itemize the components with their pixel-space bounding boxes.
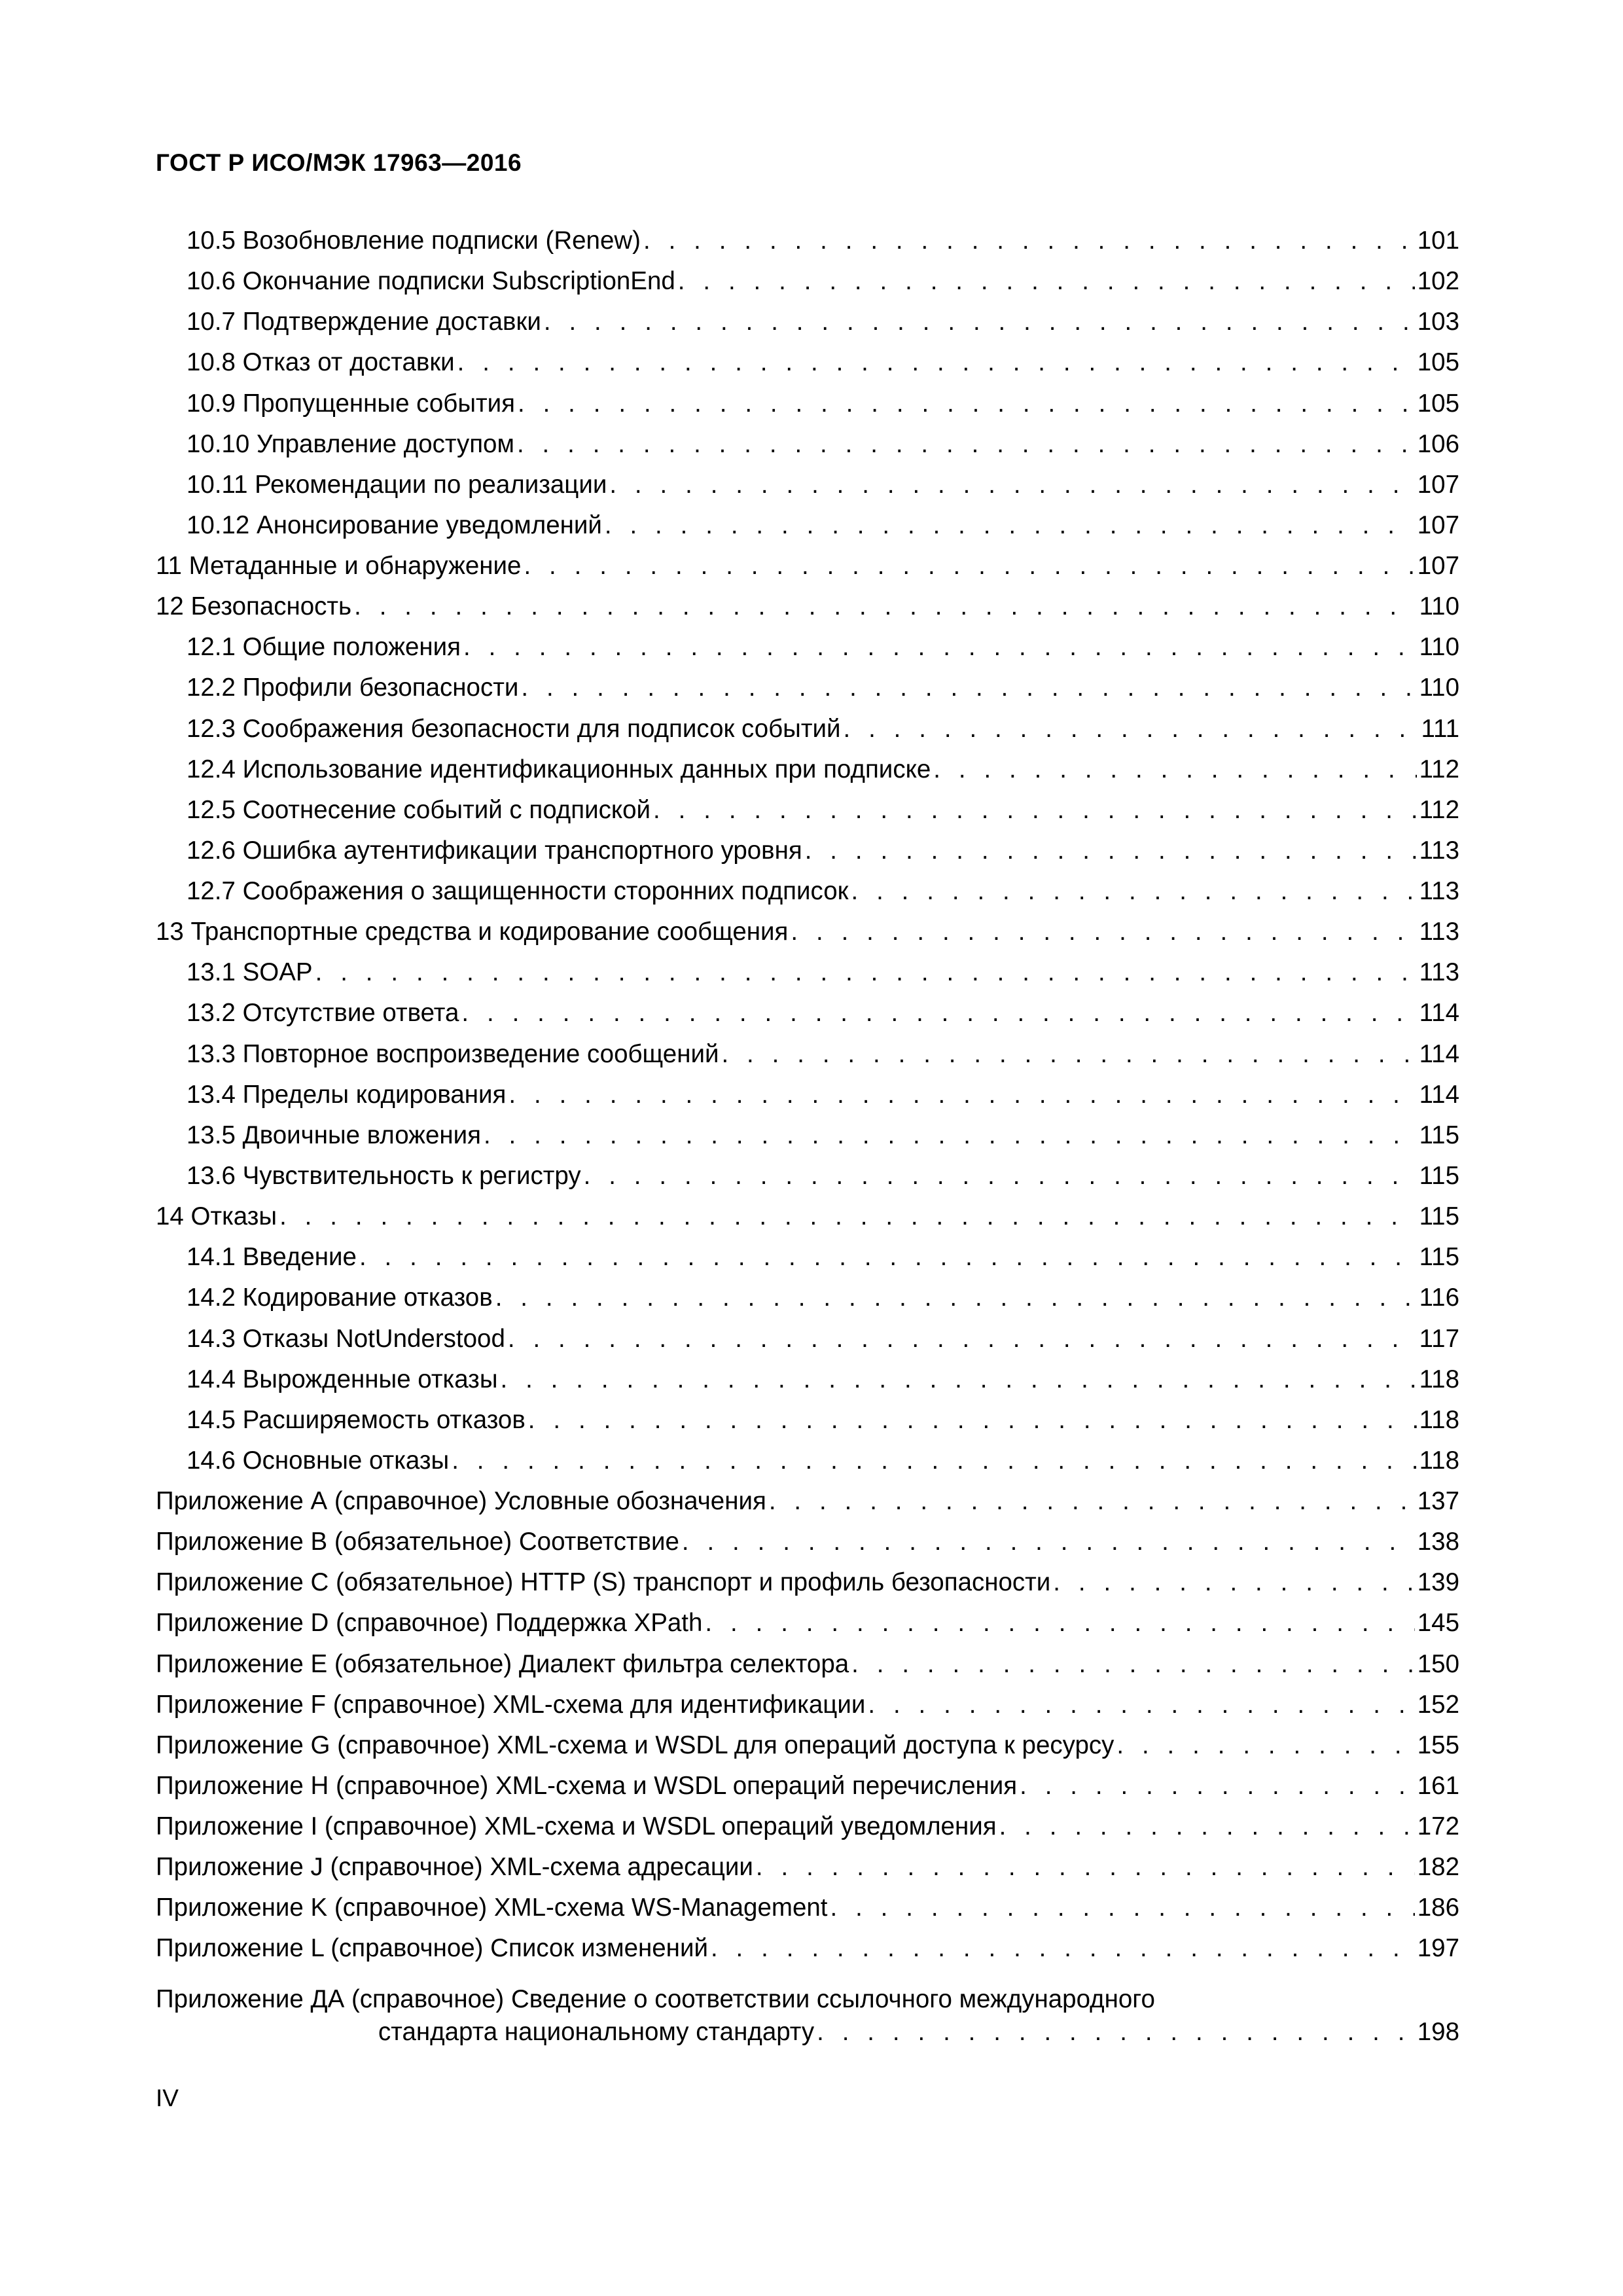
toc-entry[interactable] bbox=[156, 1526, 1459, 1567]
toc-leader-dots bbox=[354, 591, 1417, 622]
toc-entry-page: 107 bbox=[1417, 470, 1459, 499]
toc-entry-title: 14.2 Кодирование отказов bbox=[187, 1283, 493, 1312]
toc-leader-dots bbox=[643, 225, 1415, 257]
toc-leader-dots bbox=[528, 1405, 1417, 1436]
toc-entry-title: 10.9 Пропущенные события bbox=[187, 389, 515, 418]
toc-entry-title: 12.5 Соотнесение событий с подпиской bbox=[187, 795, 651, 824]
toc-entry-page: 115 bbox=[1419, 1121, 1459, 1149]
toc-entry-page: 118 bbox=[1419, 1446, 1459, 1475]
toc-entry[interactable] bbox=[187, 876, 1459, 916]
toc-entry[interactable] bbox=[187, 510, 1459, 550]
toc-leader-dots bbox=[769, 1486, 1415, 1517]
toc-entry-page: 118 bbox=[1419, 1405, 1459, 1434]
toc-entry-page: 110 bbox=[1419, 592, 1459, 621]
toc-entry-title: Приложение Е (обязательное) Диалект фильтра селектора bbox=[156, 1649, 849, 1678]
toc-entry-page: 113 bbox=[1419, 877, 1459, 906]
toc-entry-page: 114 bbox=[1419, 1080, 1459, 1109]
toc-entry-page: 115 bbox=[1419, 1202, 1459, 1231]
toc-entry[interactable] bbox=[156, 1689, 1459, 1730]
toc-leader-dots bbox=[508, 1323, 1417, 1355]
toc-entry-title: 12 Безопасность bbox=[156, 592, 352, 621]
toc-entry[interactable] bbox=[187, 713, 1459, 754]
toc-entry-title: 12.2 Профили безопасности bbox=[187, 673, 519, 702]
toc-entry-page: 161 bbox=[1417, 1771, 1459, 1800]
toc-leader-dots bbox=[868, 1689, 1414, 1721]
toc-entry-page: 111 bbox=[1421, 714, 1459, 743]
toc-entry-title: 12.7 Соображения о защищенности сторонних подписок bbox=[187, 877, 849, 906]
toc-entry-title: 13.6 Чувствительность к регистру bbox=[187, 1161, 581, 1190]
toc-entry-page: 113 bbox=[1419, 836, 1459, 865]
toc-entry-page: 105 bbox=[1417, 389, 1459, 418]
toc-leader-dots bbox=[805, 835, 1417, 867]
toc-entry-page: 112 bbox=[1419, 795, 1459, 824]
toc-leader-dots bbox=[653, 795, 1417, 826]
document-header: ГОСТ Р ИСО/МЭК 17963—2016 bbox=[156, 149, 522, 176]
toc-leader-dots bbox=[508, 1079, 1416, 1111]
toc-leader-dots bbox=[1116, 1730, 1414, 1761]
toc-leader-dots bbox=[756, 1852, 1415, 1883]
toc-entry-title: 13.2 Отсутствие ответа bbox=[187, 999, 459, 1028]
toc-entry-page: 137 bbox=[1417, 1487, 1459, 1516]
toc-entry-title: Приложение J (справочное) XML-схема адресации bbox=[156, 1853, 753, 1882]
toc-entry[interactable] bbox=[187, 795, 1459, 835]
toc-leader-dots bbox=[1053, 1567, 1414, 1598]
toc-entry-page: 182 bbox=[1417, 1853, 1459, 1882]
toc-entry[interactable] bbox=[187, 1039, 1459, 1079]
toc-leader-dots bbox=[521, 672, 1416, 704]
toc-entry-page: 101 bbox=[1417, 226, 1459, 255]
toc-entry[interactable] bbox=[187, 1282, 1459, 1323]
toc-entry-page: 116 bbox=[1419, 1283, 1459, 1312]
toc-leader-dots bbox=[484, 1120, 1417, 1151]
toc-leader-dots bbox=[584, 1160, 1417, 1192]
toc-entry-title: 12.1 Общие положения bbox=[187, 633, 461, 662]
toc-entry[interactable] bbox=[187, 1242, 1459, 1282]
page-number: IV bbox=[156, 2085, 179, 2111]
toc-leader-dots bbox=[721, 1039, 1416, 1070]
toc-entry-page: 186 bbox=[1417, 1893, 1459, 1922]
toc-entry-page: 115 bbox=[1419, 1243, 1459, 1272]
toc-entry-title: 14.6 Основные отказы bbox=[187, 1446, 450, 1475]
toc-entry-page: 113 bbox=[1419, 958, 1459, 987]
toc-entry-title: 11 Метаданные и обнаружение bbox=[156, 552, 522, 581]
toc-entry-title: 12.3 Соображения безопасности для подписок событий bbox=[187, 714, 841, 743]
toc-entry-title: 10.5 Возобновление подписки (Renew) bbox=[187, 226, 641, 255]
toc-entry[interactable] bbox=[187, 957, 1459, 997]
toc-entry[interactable] bbox=[187, 672, 1459, 713]
toc-entry[interactable] bbox=[187, 1079, 1459, 1120]
toc-entry-page: 138 bbox=[1417, 1528, 1459, 1556]
toc-leader-dots bbox=[452, 1445, 1416, 1477]
toc-entry-title: 14.5 Расширяемость отказов bbox=[187, 1405, 526, 1434]
toc-leader-dots bbox=[315, 957, 1417, 988]
toc-entry-title: 13.1 SOAP bbox=[187, 958, 313, 987]
toc-entry[interactable] bbox=[156, 1607, 1459, 1648]
toc-entry[interactable] bbox=[187, 225, 1459, 266]
toc-leader-dots bbox=[830, 1892, 1414, 1924]
toc-entry-title: Приложение Н (справочное) XML-схема и WSDL операций перечисления bbox=[156, 1771, 1018, 1800]
toc-entry[interactable] bbox=[156, 1730, 1459, 1770]
toc-entry-title: Приложение С (обязательное) HTTP (S) транспорт и профиль безопасности bbox=[156, 1568, 1051, 1597]
toc-entry-page: 106 bbox=[1417, 429, 1459, 458]
toc-entry[interactable] bbox=[187, 306, 1459, 347]
toc-entry-page: 110 bbox=[1419, 673, 1459, 702]
toc-entry-page: 152 bbox=[1417, 1690, 1459, 1719]
toc-leader-dots bbox=[705, 1607, 1414, 1639]
toc-leader-dots bbox=[851, 876, 1416, 907]
toc-entry-title: Приложение L (справочное) Список изменений bbox=[156, 1934, 708, 1963]
toc-entry-title: Приложение В (обязательное) Соответствие bbox=[156, 1528, 679, 1556]
toc-entry[interactable] bbox=[156, 591, 1459, 632]
toc-entry-title: Приложение D (справочное) Поддержка XPath bbox=[156, 1609, 703, 1638]
toc-leader-dots bbox=[359, 1242, 1417, 1273]
toc-entry-page: 105 bbox=[1417, 348, 1459, 377]
toc-entry-title: 13.4 Пределы кодирования bbox=[187, 1080, 507, 1109]
toc-leader-dots bbox=[501, 1364, 1417, 1395]
toc-entry-title: 10.12 Анонсирование уведомлений bbox=[187, 511, 602, 539]
toc-entry-page: 139 bbox=[1417, 1568, 1459, 1597]
toc-leader-dots bbox=[518, 388, 1415, 420]
toc-entry[interactable] bbox=[187, 347, 1459, 387]
toc-entry-page: 107 bbox=[1417, 552, 1459, 581]
toc-entry-page: 197 bbox=[1417, 1934, 1459, 1963]
toc-entry[interactable] bbox=[156, 1567, 1459, 1607]
toc-entry-appendix-da[interactable] bbox=[378, 2017, 1459, 2057]
toc-entry-title: Приложение K (справочное) XML-схема WS-Management bbox=[156, 1893, 828, 1922]
toc-entry-page: 102 bbox=[1417, 267, 1459, 296]
toc-entry-page: 114 bbox=[1419, 1039, 1459, 1068]
toc-entry[interactable] bbox=[187, 754, 1459, 795]
toc-entry-title: 10.10 Управление доступом bbox=[187, 429, 514, 458]
toc-entry[interactable] bbox=[156, 1649, 1459, 1689]
toc-entry-title: 13 Транспортные средства и кодирование сообщения bbox=[156, 918, 789, 946]
toc-leader-dots bbox=[851, 1649, 1415, 1680]
toc-entry-title: 13.3 Повторное воспроизведение сообщений bbox=[187, 1039, 719, 1068]
toc-entry-title: 14.3 Отказы NotUnderstood bbox=[187, 1324, 505, 1353]
toc-entry[interactable] bbox=[156, 1811, 1459, 1852]
toc-entry-page: 110 bbox=[1419, 633, 1459, 662]
toc-leader-dots bbox=[457, 347, 1415, 378]
toc-entry[interactable] bbox=[187, 1405, 1459, 1445]
toc-leader-dots bbox=[933, 754, 1416, 785]
toc-leader-dots bbox=[711, 1933, 1415, 1964]
toc-entry-title: 14.1 Введение bbox=[187, 1243, 357, 1272]
toc-entry-page: 117 bbox=[1419, 1324, 1459, 1353]
toc-entry-page: 118 bbox=[1419, 1365, 1459, 1393]
toc-entry-title: 10.7 Подтверждение доставки bbox=[187, 308, 541, 336]
toc-entry-title: 12.6 Ошибка аутентификации транспортного уровня bbox=[187, 836, 802, 865]
toc-entry[interactable] bbox=[187, 835, 1459, 876]
toc-entry-title: 12.4 Использование идентификационных данных при подписке bbox=[187, 755, 931, 783]
toc-entry-title: 14 Отказы bbox=[156, 1202, 277, 1231]
toc-entry[interactable] bbox=[156, 1770, 1459, 1811]
toc-entry[interactable] bbox=[187, 388, 1459, 429]
toc-entry[interactable] bbox=[156, 916, 1459, 957]
toc-entry[interactable] bbox=[187, 997, 1459, 1038]
toc-entry-title: 13.5 Двоичные вложения bbox=[187, 1121, 481, 1149]
toc-entry[interactable] bbox=[156, 1933, 1459, 1973]
toc-entry[interactable] bbox=[156, 1852, 1459, 1892]
toc-entry-page: 113 bbox=[1419, 918, 1459, 946]
toc-entry-page: 107 bbox=[1417, 511, 1459, 539]
toc-leader-dots bbox=[605, 510, 1415, 541]
toc-entry-page: 150 bbox=[1417, 1649, 1459, 1678]
toc-entry[interactable] bbox=[187, 1445, 1459, 1486]
toc-leader-dots bbox=[844, 713, 1419, 745]
toc-entry-page: 112 bbox=[1419, 755, 1459, 783]
toc-leader-dots bbox=[682, 1526, 1415, 1558]
toc-entry-title: Приложение А (справочное) Условные обозначения bbox=[156, 1487, 766, 1516]
toc-leader-dots bbox=[544, 306, 1415, 338]
toc-leader-dots bbox=[461, 997, 1416, 1029]
toc-leader-dots bbox=[495, 1282, 1417, 1314]
toc-leader-dots bbox=[999, 1811, 1415, 1842]
toc-entry-title: Приложение G (справочное) XML-схема и WSDL для операций доступа к ресурсу bbox=[156, 1731, 1115, 1759]
toc-entry-title: стандарта национальному стандарту bbox=[378, 2018, 815, 2046]
toc-entry-page: 103 bbox=[1417, 308, 1459, 336]
toc-entry[interactable] bbox=[187, 1120, 1459, 1160]
toc-entry[interactable] bbox=[156, 550, 1459, 591]
toc-leader-dots bbox=[463, 632, 1417, 663]
toc-entry-page: 145 bbox=[1417, 1609, 1459, 1638]
toc-entry-title: 10.6 Окончание подписки SubscriptionEnd bbox=[187, 267, 675, 296]
toc-entry[interactable] bbox=[187, 1323, 1459, 1364]
toc-entry-appendix-da-line1[interactable]: Приложение ДА (справочное) Сведение о соответствии ссылочного международного bbox=[156, 1985, 1155, 2013]
toc-leader-dots bbox=[609, 469, 1414, 501]
toc-leader-dots bbox=[517, 429, 1415, 460]
toc-leader-dots bbox=[678, 266, 1415, 297]
toc-entry-title: Приложение I (справочное) XML-схема и WSDL операций уведомления bbox=[156, 1812, 997, 1841]
toc-entry-title: 10.8 Отказ от доставки bbox=[187, 348, 455, 377]
toc-entry[interactable] bbox=[187, 266, 1459, 306]
toc-entry-page: 172 bbox=[1417, 1812, 1459, 1841]
toc-entry[interactable] bbox=[187, 469, 1459, 510]
toc-leader-dots bbox=[791, 916, 1416, 948]
toc-leader-dots bbox=[1020, 1770, 1415, 1802]
toc-entry[interactable] bbox=[156, 1892, 1459, 1933]
toc-entry-page: 114 bbox=[1419, 999, 1459, 1028]
toc-entry[interactable] bbox=[187, 429, 1459, 469]
toc-entry-page: 198 bbox=[1417, 2018, 1459, 2046]
toc-leader-dots bbox=[817, 2017, 1415, 2048]
toc-leader-dots bbox=[524, 550, 1414, 582]
toc-entry-title: 14.4 Вырожденные отказы bbox=[187, 1365, 498, 1393]
toc-entry[interactable] bbox=[156, 1201, 1459, 1242]
toc-entry-title: 10.11 Рекомендации по реализации bbox=[187, 470, 607, 499]
toc-leader-dots bbox=[279, 1201, 1417, 1232]
toc-entry-page: 115 bbox=[1419, 1161, 1459, 1190]
toc-entry[interactable] bbox=[187, 1364, 1459, 1405]
toc-entry-title: Приложение F (справочное) XML-схема для идентификации bbox=[156, 1690, 866, 1719]
toc-entry[interactable] bbox=[187, 632, 1459, 672]
toc-entry[interactable] bbox=[187, 1160, 1459, 1201]
toc-entry[interactable] bbox=[156, 1486, 1459, 1526]
toc-entry-page: 155 bbox=[1417, 1731, 1459, 1759]
